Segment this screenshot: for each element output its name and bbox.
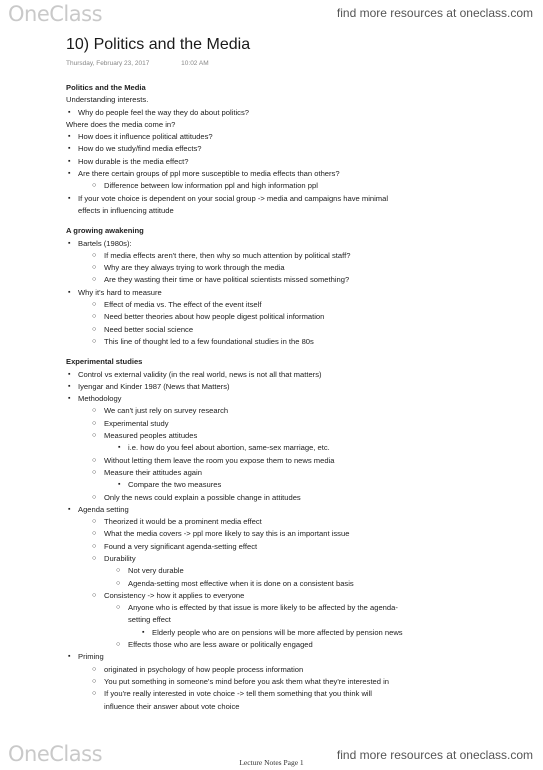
note-line: ▪ How does it influence political attitudes? [66, 131, 526, 143]
note-line: ▪ Priming [66, 651, 526, 663]
note-line: ○ If you're really interested in vote choice -> tell them something that you think will [66, 688, 526, 700]
oneclass-logo-footer[interactable]: OneClass [8, 742, 103, 766]
note-line: ○ Why are they always trying to work through the media [66, 262, 526, 274]
note-line: ○ Found a very significant agenda-setting effect [66, 541, 526, 553]
note-line: ○ Durability [66, 553, 526, 565]
note-line: ○ You put something in someone's mind before you ask them what they're interested in [66, 676, 526, 688]
time: 10:02 AM [181, 60, 209, 67]
note-line: ○ Theorized it would be a prominent media effect [66, 516, 526, 528]
date-line [66, 60, 239, 67]
section-gap [66, 217, 526, 225]
section-heading: Experimental studies [66, 357, 143, 367]
note-line: Understanding interests. [66, 95, 149, 105]
note-line: ○ Effect of media vs. The effect of the event itself [66, 299, 526, 311]
section-heading: A growing awakening [66, 226, 144, 236]
note-line: ○ If media effects aren't there, then why so much attention by political staff? [66, 250, 526, 262]
resources-link-footer[interactable]: find more resources at oneclass.com [336, 748, 533, 762]
note-line: influence their answer about vote choice [104, 701, 240, 711]
note-line: ○ Without letting them leave the room you expose them to news media [66, 455, 526, 467]
note-line: ▪ Are there certain groups of ppl more susceptible to media effects than others? [66, 168, 526, 180]
note-line: ○ Agenda-setting most effective when it is done on a consistent basis [66, 578, 526, 590]
note-line: ▪ Bartels (1980s): [66, 238, 526, 250]
note-line: ○ Effects those who are less aware or politically engaged [66, 639, 526, 651]
note-line: ○ originated in psychology of how people process information [66, 664, 526, 676]
note-line: ▪ Compare the two measures [66, 479, 526, 491]
notes-body [66, 82, 526, 713]
note-line: ○ Only the news could explain a possible change in attitudes [66, 492, 526, 504]
date: Thursday, February 23, 2017 [66, 60, 150, 67]
note-line: ○ Need better social science [66, 324, 526, 336]
note-line: ▪ Why do people feel the way they do about politics? [66, 107, 526, 119]
note-line: ▪ Elderly people who are on pensions will be more affected by pension news [66, 627, 526, 639]
note-line: ▪ If your vote choice is dependent on your social group -> media and campaigns have minimal [66, 193, 526, 205]
note-line: ○ Are they wasting their time or have political scientists missed something? [66, 274, 526, 286]
note-line: ○ Anyone who is effected by that issue is more likely to be affected by the agenda- [66, 602, 526, 614]
note-line: setting effect [128, 615, 171, 625]
note-line: ▪ Methodology [66, 393, 526, 405]
note-line: ○ Consistency -> how it applies to everyone [66, 590, 526, 602]
note-line: ▪ i.e. how do you feel about abortion, same-sex marriage, etc. [66, 442, 526, 454]
note-line: ▪ Why it's hard to measure [66, 287, 526, 299]
note-line: ▪ Agenda setting [66, 504, 526, 516]
header [0, 0, 543, 28]
note-line: effects in influencing attitude [78, 205, 174, 215]
note-line: ○ Measure their attitudes again [66, 467, 526, 479]
section-gap [66, 348, 526, 356]
resources-link[interactable]: find more resources at oneclass.com [336, 6, 533, 20]
note-line: ▪ Control vs external validity (in the real world, news is not all that matters) [66, 369, 526, 381]
page-footer: Lecture Notes Page 1 [239, 758, 304, 767]
note-line: ▪ How do we study/find media effects? [66, 143, 526, 155]
note-line: ○ We can't just rely on survey research [66, 405, 526, 417]
note-line: ○ Measured peoples attitudes [66, 430, 526, 442]
note-line: ○ Experimental study [66, 418, 526, 430]
note-line: ○ Need better theories about how people digest political information [66, 311, 526, 323]
oneclass-logo[interactable]: OneClass [8, 2, 103, 26]
section-heading: Politics and the Media [66, 83, 146, 92]
note-line: Where does the media come in? [66, 119, 176, 129]
note-line: ○ What the media covers -> ppl more likely to say this is an important issue [66, 528, 526, 540]
page-title: 10) Politics and the Media [66, 36, 251, 53]
note-line: ○ This line of thought led to a few foundational studies in the 80s [66, 336, 526, 348]
note-line: ○ Not very durable [66, 565, 526, 577]
note-line: ▪ How durable is the media effect? [66, 156, 526, 168]
note-line: ○ Difference between low information ppl and high information ppl [66, 180, 526, 192]
note-line: ▪ Iyengar and Kinder 1987 (News that Matters) [66, 381, 526, 393]
